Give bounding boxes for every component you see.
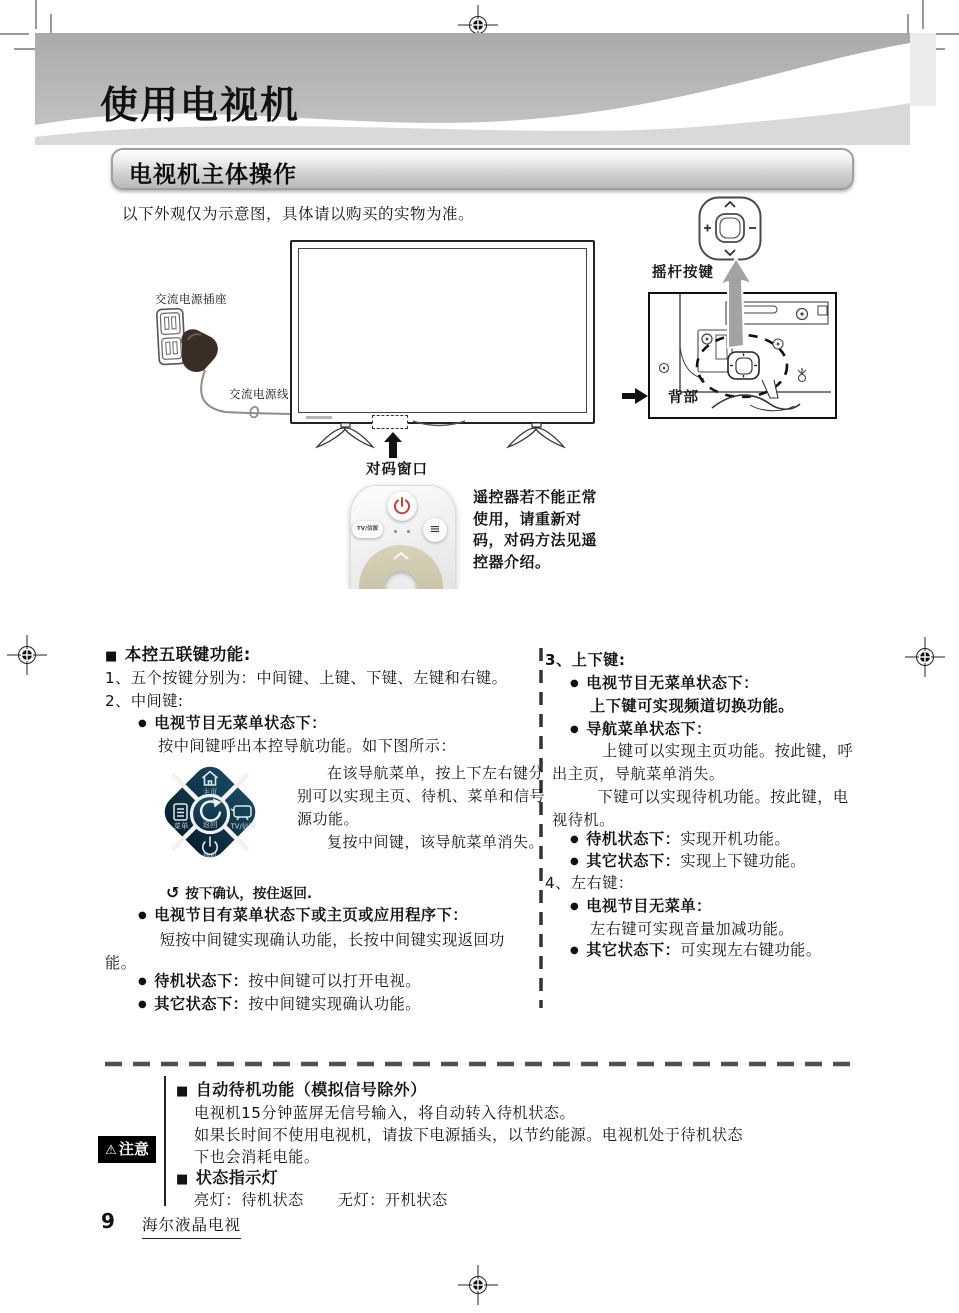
nav-menu-label: 菜单 xyxy=(173,821,189,831)
functions-item4: 4、左右键： xyxy=(545,874,634,892)
bullet-icon: ● xyxy=(570,856,580,867)
tv-screen xyxy=(298,248,587,413)
nav-home-label: 主页 xyxy=(202,787,218,797)
bullet-icon: ● xyxy=(570,945,580,956)
bullet-icon: ● xyxy=(138,999,148,1010)
page-title: 使用电视机 xyxy=(100,83,301,127)
registration-mark-icon xyxy=(905,637,945,677)
dashed-rule xyxy=(105,1060,857,1068)
status-led-line: 亮灯：待机状态 无灯：开机状态 xyxy=(194,1191,448,1209)
center-key-case2-text: 短按中间键实现确认功能，长按中间键实现返回功能。 xyxy=(105,931,505,972)
leftright-case2: ● 其它状态下：可实现左右键功能。 xyxy=(570,941,822,959)
warning-icon: ⚠ xyxy=(105,1143,117,1158)
power-icon xyxy=(393,497,411,515)
power-plug-icon xyxy=(178,326,224,376)
power-cord xyxy=(150,295,310,430)
chevron-up-icon xyxy=(393,552,409,560)
registration-mark-icon xyxy=(458,1265,498,1305)
footer-brand: 海尔液晶电视 xyxy=(142,1213,241,1239)
center-key-case2: ● 电视节目有菜单状态下或主页或应用程序下： xyxy=(138,906,468,924)
square-bullet-icon: ■ xyxy=(176,1172,189,1187)
nav-caption: ↺ 按下确认，按住返回. xyxy=(166,883,313,902)
remote-dpad-center xyxy=(385,571,417,589)
bullet-icon: ● xyxy=(570,724,580,735)
square-bullet-icon: ■ xyxy=(105,649,118,664)
remote-note: 遥控器若不能正常使用，请重新对码，对码方法见遥控器介绍。 xyxy=(473,488,598,571)
remote-dot xyxy=(407,530,410,533)
functions-item1: 1、五个按键分别为：中间键、上键、下键、左键和右键。 xyxy=(105,669,508,687)
notice-divider xyxy=(164,1076,166,1206)
crop-mark xyxy=(35,0,37,29)
nav-standby-label: 待机 xyxy=(202,852,218,861)
bullet-icon: ● xyxy=(138,718,148,729)
tv-body xyxy=(290,240,595,424)
square-bullet-icon: ■ xyxy=(176,1084,189,1099)
up-arrow-icon xyxy=(384,432,402,458)
updown-case2-p2: 下键可以实现待机功能。按此键，电视待机。 xyxy=(552,788,849,829)
section-title: 电视机主体操作 xyxy=(129,162,297,188)
updown-case4: ● 其它状态下：实现上下键功能。 xyxy=(570,852,806,870)
page-edge-strip xyxy=(910,33,936,106)
joystick-button-icon xyxy=(698,196,762,262)
functions-item3: 3、上下键: xyxy=(545,651,626,669)
center-key-case3: ● 待机状态下：按中间键可以打开电视。 xyxy=(138,972,421,990)
tv-logo xyxy=(306,416,332,419)
updown-case1-text: 上下键可实现频道切换功能。 xyxy=(590,697,794,715)
bullet-icon: ● xyxy=(570,834,580,845)
updown-case2: ● 导航菜单状态下： xyxy=(570,720,712,738)
caution-badge: ⚠ 注意 xyxy=(98,1136,156,1163)
page-number: 9 xyxy=(101,1209,115,1233)
nav-desc-2: 复按中间键，该导航菜单消失。 xyxy=(327,833,545,851)
crop-mark xyxy=(0,33,29,35)
callout-arrow-icon xyxy=(714,258,758,350)
section-header-bar xyxy=(111,148,854,190)
functions-item2: 2、中间键: xyxy=(105,692,184,710)
remote-power-button xyxy=(387,491,417,521)
auto-standby-heading: ■ 自动待机功能（模拟信号除外） xyxy=(176,1080,427,1099)
bullet-icon: ● xyxy=(138,910,148,921)
auto-standby-line3: 下也会消耗电能。 xyxy=(194,1148,320,1166)
leftright-case1-text: 左右键可实现音量加减功能。 xyxy=(590,920,794,938)
pair-window-marker xyxy=(372,415,408,429)
nav-menu-diagram xyxy=(158,756,262,868)
cord-label: 交流电源线 xyxy=(229,387,289,401)
updown-case3: ● 待机状态下：实现开机功能。 xyxy=(570,830,791,848)
auto-standby-line1: 电视机15分钟蓝屏无信号输入，将自动转入待机状态。 xyxy=(194,1104,576,1122)
tv-bottom-curve xyxy=(413,420,465,432)
joystick-label: 摇杆按键 xyxy=(652,265,714,281)
tv-stand-right xyxy=(506,423,566,449)
right-arrow-icon xyxy=(622,388,648,404)
center-key-case1-text: 按中间键呼出本控导航功能。如下图所示： xyxy=(158,737,457,755)
updown-case2-p1: 上键可以实现主页功能。按此键，呼出主页，导航菜单消失。 xyxy=(552,742,854,783)
updown-case1: ● 电视节目无菜单状态下： xyxy=(570,674,759,692)
pair-window-label: 对码窗口 xyxy=(366,462,428,478)
functions-heading: ■ 本控五联键功能: xyxy=(105,645,251,664)
bullet-icon: ● xyxy=(138,976,148,987)
outlet-label: 交流电源插座 xyxy=(155,292,227,306)
bullet-icon: ● xyxy=(570,678,580,689)
center-key-case4: ● 其它状态下：按中间键实现确认功能。 xyxy=(138,995,421,1013)
tv-stand-left xyxy=(315,423,375,449)
remote-source-button: TV/信源 xyxy=(352,521,383,538)
nav-source-label: TV/信源 xyxy=(230,822,256,831)
center-key-case1: ● 电视节目无菜单状态下： xyxy=(138,714,327,732)
back-label: 背部 xyxy=(668,390,699,406)
auto-standby-line2: 如果长时间不使用电视机，请拔下电源插头，以节约能源。电视机处于待机状态 xyxy=(194,1126,744,1144)
nav-desc-1: 在该导航菜单，按上下左右键分别可以实现主页、待机、菜单和信号源功能。 xyxy=(297,764,546,828)
leftright-case1: ● 电视节目无菜单： xyxy=(570,897,712,915)
intro-text: 以下外观仅为示意图，具体请以购买的实物为准。 xyxy=(122,205,475,223)
registration-mark-icon xyxy=(7,635,47,675)
bullet-icon: ● xyxy=(570,901,580,912)
status-led-heading: ■ 状态指示灯 xyxy=(176,1168,279,1187)
remote-photo xyxy=(346,483,470,589)
nav-description xyxy=(297,762,549,854)
crop-mark xyxy=(922,0,924,29)
return-glyph-icon: ↺ xyxy=(166,883,180,902)
remote-dot xyxy=(394,530,397,533)
remote-menu-button: ≡ xyxy=(423,518,447,542)
nav-return-label: 返回 xyxy=(202,820,218,829)
updown-case2-text xyxy=(552,740,858,832)
